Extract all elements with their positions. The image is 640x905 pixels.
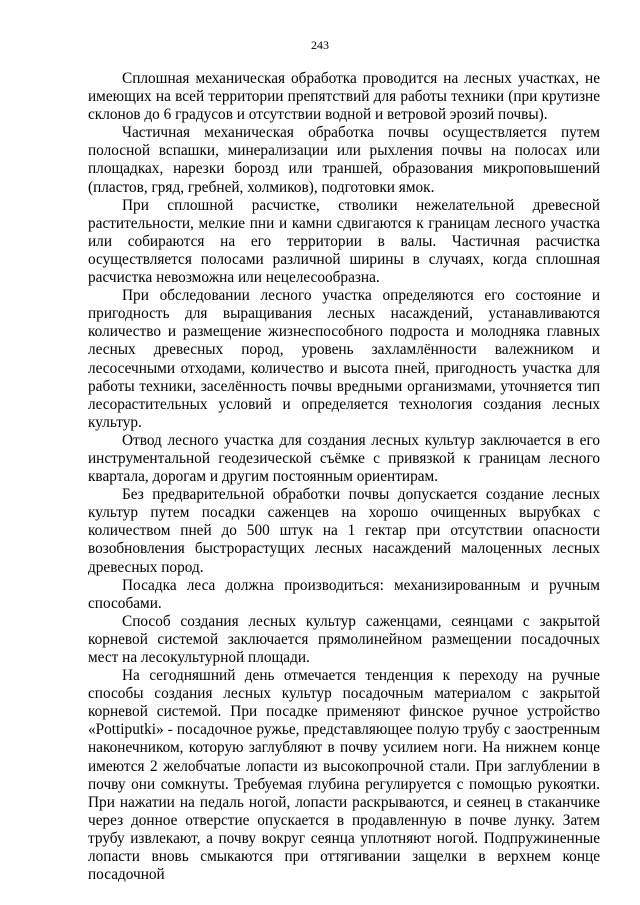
body-text: [88, 70, 600, 884]
paragraph-site-allocation: Отвод лесного участка для создания лесных культур заключается в его инструментальной геодезической съёмке с привязкой к границам лесного квартала, дорогам и другим постоянным ориентирам.: [88, 431, 600, 486]
page-number: 243: [311, 38, 329, 52]
paragraph-planting-methods: Посадка леса должна производиться: механизированным и ручным способами.: [88, 576, 600, 612]
paragraph-seedling-method: Способ создания лесных культур саженцами, сеянцами с закрытой корневой системой заключается прямолинейном размещении посадочных мест на лесокультурной площади.: [88, 612, 600, 666]
paragraph-site-survey: При обследовании лесного участка определяются его состояние и пригодность для выращивания лесных насаждений, устанавливаются количество и размещение жизнеспособного подроста и молодняка главных лесных древесных пород, уровень захламлённости валежником и лесосечными отходами, количество и высота пней, пригодность участка для работы техники, заселённость почвы вредными организмами, уточняется тип лесорастительных условий и определяется технология создания лесных культур.: [88, 287, 600, 431]
paragraph-no-pretreatment: Без предварительной обработки почвы допускается создание лесных культур путем посадки саженцев на хорошо очищенных вырубках с количеством пней до 500 штук на 1 гектар при отсутствии опасности возобновления быстрорастущих лесных насаждений малоценных лесных древесных пород.: [88, 486, 600, 576]
paragraph-pottiputki: На сегодняшний день отмечается тенденция к переходу на ручные способы создания лесных культур посадочным материалом с закрытой корневой системой. При посадке применяют финское ручное устройство «Pottiputki» - посадочное ружье, представляющее полую трубу с заостренным наконечником, которую заглубляют в почву усилием ноги. На нижнем конце имеются 2 желобчатые лопасти из высокопрочной стали. При заглублении в почву они сомкнуты. Требуемая глубина регулируется с помощью рукоятки. При нажатии на педаль ногой, лопасти раскрываются, и сеянец в стаканчике через донное отверстие опускается в продавленную в почве лунку. Затем трубу извлекают, а почву вокруг сеянца уплотняют ногой. Подпружиненные лопасти вновь смыкаются при оттягивании защелки в верхнем конце посадочной: [88, 667, 600, 884]
paragraph-partial-tillage: Частичная механическая обработка почвы осуществляется путем полосной вспашки, минерализации или рыхления почвы на полосах или площадках, нарезки борозд или траншей, образования микроповышений (пластов, гряд, гребней, холмиков), подготовки ямок.: [88, 124, 600, 196]
paragraph-clearing: При сплошной расчистке, стволики нежелательной древесной растительности, мелкие пни и камни сдвигаются к границам лесного участка или собираются на его территории в валы. Частичная расчистка осуществляется полосами различной ширины в случаях, когда сплошная расчистка невозможна или нецелесообразна.: [88, 196, 600, 287]
paragraph-solid-tillage: Сплошная механическая обработка проводится на лесных участках, не имеющих на всей территории препятствий для работы техники (при крутизне склонов до 6 градусов и отсутствии водной и ветровой эрозий почвы).: [88, 70, 600, 124]
